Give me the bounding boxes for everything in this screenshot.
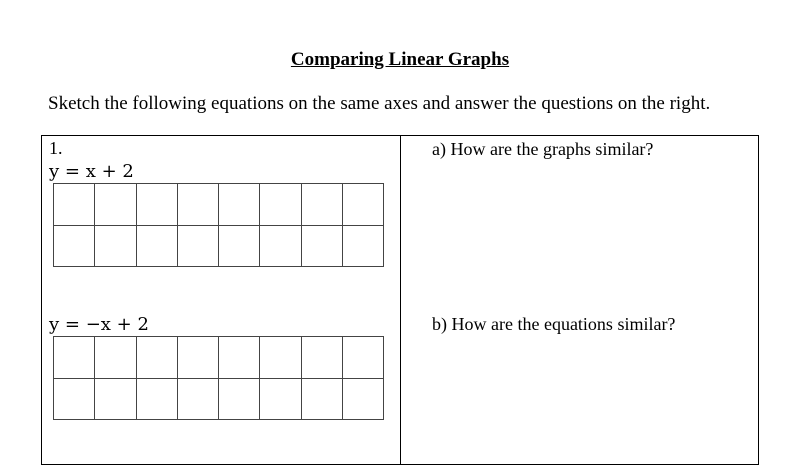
- worksheet-table: [41, 135, 759, 465]
- instructions: Sketch the following equations on the same axes and answer the questions on the right.: [48, 93, 711, 114]
- column-divider: [400, 136, 401, 464]
- question-a: a) How are the graphs similar?: [432, 139, 654, 159]
- question-b: b) How are the equations similar?: [432, 314, 676, 334]
- page-title: Comparing Linear Graphs: [290, 49, 510, 70]
- equation-2: y = −x + 2: [49, 314, 149, 335]
- question-number: 1.: [49, 138, 63, 158]
- equation-1: y = x + 2: [49, 161, 134, 182]
- graph-grid-1[interactable]: [53, 183, 384, 267]
- graph-grid-2[interactable]: [53, 336, 384, 420]
